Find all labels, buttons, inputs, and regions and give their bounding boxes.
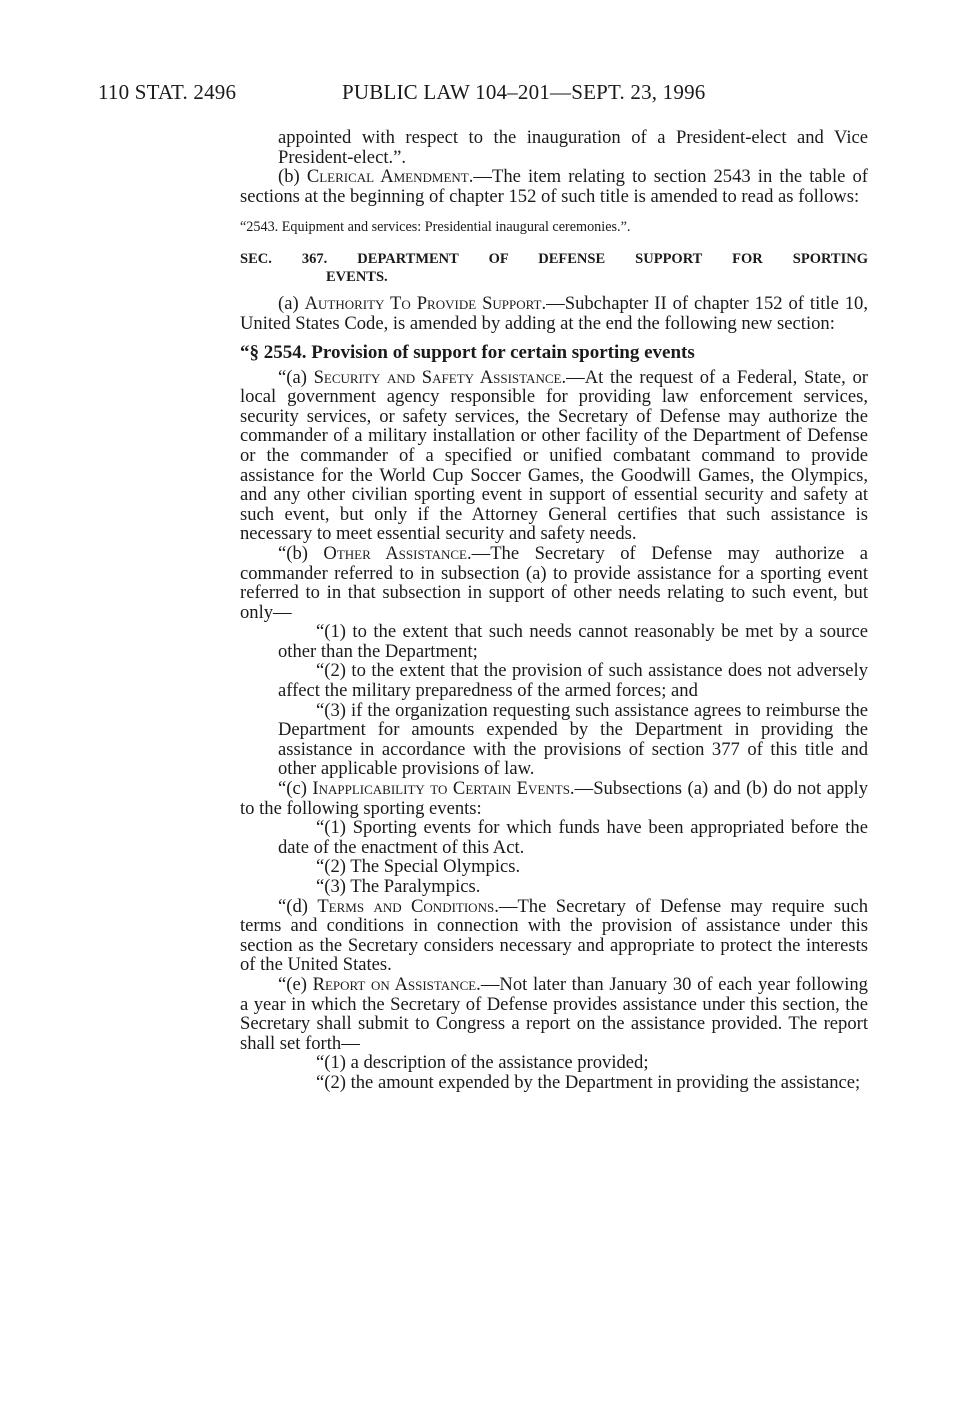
para-text: —Subchapter II of chapter 152 of title 10, United States Code, is amended by adding at the end the following new section:	[240, 293, 868, 334]
para-heading: Security and Safety Assistance.	[313, 366, 567, 388]
new-section-title: “§ 2554. Provision of support for certain sporting events	[240, 341, 695, 363]
para-lead: “(e)	[278, 973, 313, 995]
para-text: —At the request of a Federal, State, or local government agency responsible for providing law enforcement services, security services, or safety services, the Secretary of Defense may authorize the commander of a military installation or other facility of the Department of Defense or the commander of a specified or unified combatant command to provide assistance for the World Cup Soccer Games, the Goodwill Games, the Olympics, and any other civilian sporting event in support of essential security and safety at such event, but only if the Attorney General certifies that such assistance is necessary to meet essential security and safety needs.	[240, 366, 868, 545]
paragraph-continuation: appointed with respect to the inauguration of a President-elect and Vice President-elect.”.	[278, 127, 868, 168]
subsection-d	[240, 897, 868, 975]
subsection-c	[240, 779, 868, 818]
subsection-e	[240, 975, 868, 1053]
para-lead: (b)	[278, 166, 307, 188]
para-heading: Terms and Conditions.	[317, 895, 499, 917]
table-item-2543: “2543. Equipment and services: Presidential inaugural ceremonies.”.	[240, 219, 631, 236]
subsection-c-2: “(2) The Special Olympics.	[316, 856, 521, 878]
page-stat-citation: 110 STAT. 2496	[98, 80, 237, 104]
para-lead: “(a)	[278, 366, 314, 388]
para-heading: Clerical Amendment.	[306, 166, 474, 188]
subsection-c-3: “(3) The Paralympics.	[316, 876, 481, 897]
para-lead: “(c)	[278, 778, 313, 800]
para-lead: “(d)	[278, 895, 318, 917]
subsection-b-1: “(1) to the extent that such needs cannot reasonably be met by a source other than the Department;	[278, 621, 868, 662]
subsection-b-3: “(3) if the organization requesting such assistance agrees to reimburse the Department for amounts expended by the Department in providing the assistance in accordance with the provisions of section 377 of this title and other applicable provisions of law.	[278, 699, 868, 780]
para-text: —Not later than January 30 of each year following a year in which the Secretary of Defense provides assistance under this section, the Secretary shall submit to Congress a report on the assistance provided. The report shall set forth—	[240, 973, 868, 1054]
para-text: —Subsections (a) and (b) do not apply to the following sporting events:	[240, 778, 869, 819]
para-text: —The Secretary of Defense may authorize a commander referred to in subsection (a) to provide assistance for a sporting event referred to in that subsection in support of other needs relating to such event, but only—	[240, 542, 868, 623]
para-heading: Report on Assistance.	[312, 973, 481, 995]
text-column	[240, 128, 868, 1093]
para-text: —The Secretary of Defense may require such terms and conditions in connection with the provision of assistance under this section as the Secretary considers necessary and appropriate to protect the interests of the United States.	[240, 895, 868, 976]
para-heading: Inapplicability to Certain Events.	[312, 778, 575, 800]
subsection-b	[240, 544, 868, 622]
para-heading: Authority To Provide Support.	[304, 293, 547, 315]
subsection-e-2: “(2) the amount expended by the Department in providing the assistance;	[316, 1071, 861, 1093]
public-law-header: PUBLIC LAW 104–201—SEPT. 23, 1996	[342, 80, 706, 104]
subsection-c-1: “(1) Sporting events for which funds have been appropriated before the date of the enactment of this Act.	[278, 817, 868, 858]
para-lead: “(b)	[278, 542, 324, 564]
paragraph-authority	[240, 294, 868, 333]
para-lead: (a)	[278, 293, 305, 315]
section-label: SEC. 367. DEPARTMENT OF DEFENSE SUPPORT FOR SPORTING	[240, 251, 868, 268]
section-label-cont: EVENTS.	[326, 269, 388, 286]
para-text: —The item relating to section 2543 in the table of sections at the beginning of chapter 152 of such title is amended to read as follows:	[240, 166, 868, 207]
para-heading: Other Assistance.	[323, 542, 472, 564]
subsection-e-1: “(1) a description of the assistance provided;	[316, 1052, 649, 1074]
subsection-a	[240, 368, 868, 544]
paragraph-clerical-amendment	[240, 167, 868, 206]
subsection-b-2: “(2) to the extent that the provision of such assistance does not adversely affect the military preparedness of the armed forces; and	[278, 660, 868, 702]
section-heading	[240, 250, 868, 286]
